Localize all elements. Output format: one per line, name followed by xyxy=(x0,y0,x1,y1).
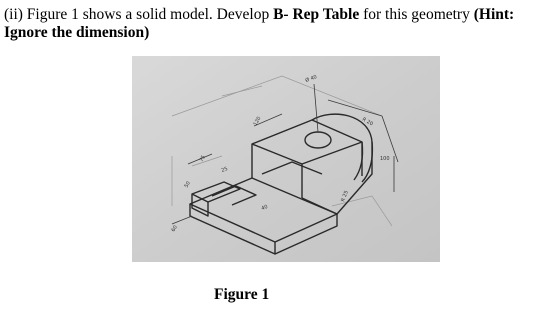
dim-label-1: Ø 40 xyxy=(304,74,318,84)
dim-label-10: 25 xyxy=(220,166,229,174)
hint-text: (Hint: Ignore the dimension) xyxy=(4,6,515,41)
dim-label-5: 50 xyxy=(183,180,192,189)
figure-caption: Figure 1 xyxy=(214,286,270,303)
figure-image xyxy=(132,56,440,262)
dim-label-3: R 20 xyxy=(361,116,374,128)
dim-label-9: 60 xyxy=(170,224,179,233)
brep-term: B- Rep Table xyxy=(273,6,360,23)
dim-label-4: 75 xyxy=(198,154,207,163)
dim-label-8: 40 xyxy=(260,204,269,212)
question-text xyxy=(4,6,538,42)
dim-label-6: 100 xyxy=(380,156,390,162)
dim-label-2: 120 xyxy=(252,115,263,127)
question-part: (ii) Figure 1 shows a solid model. Develop xyxy=(4,6,274,23)
question-middle: for this geometry xyxy=(359,6,474,23)
dim-label-7: R 25 xyxy=(340,189,350,203)
